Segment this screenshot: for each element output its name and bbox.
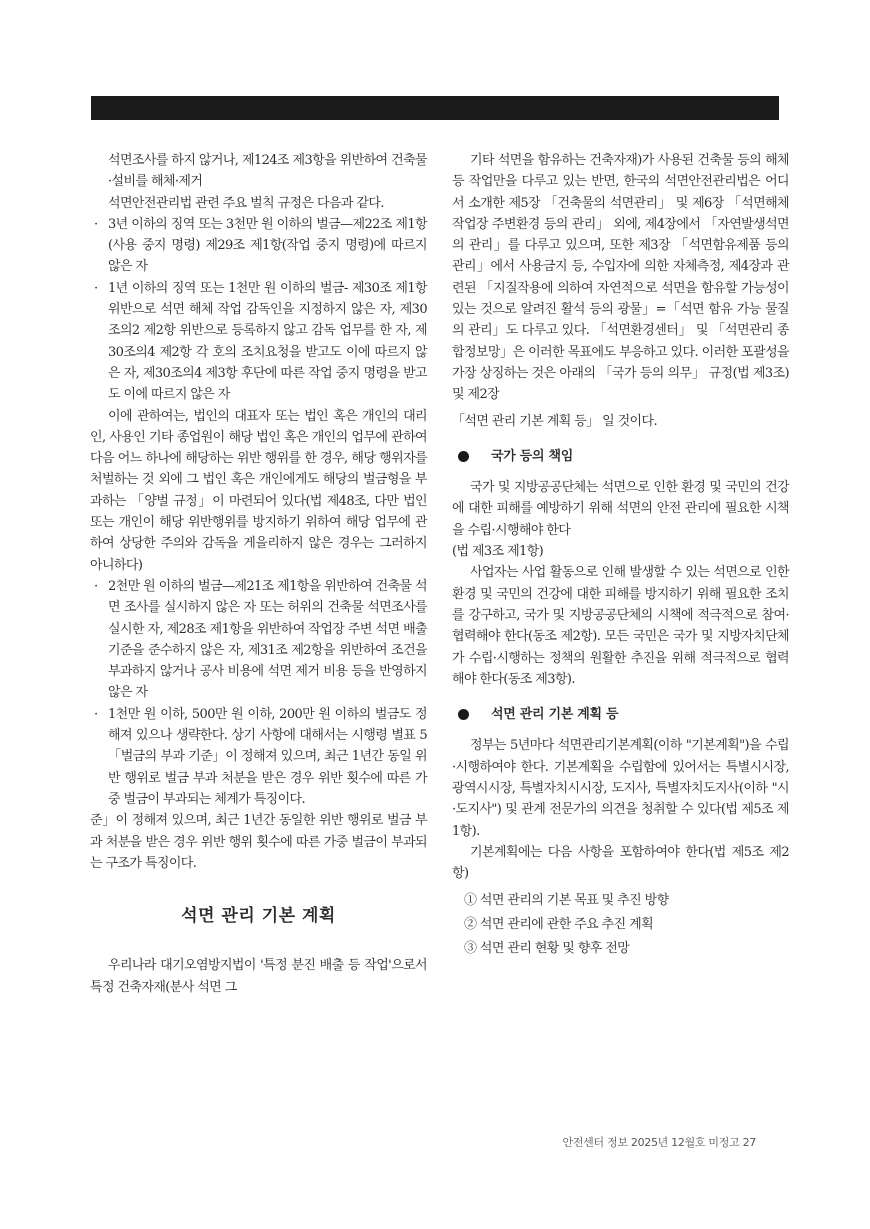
bullet-item: · 3년 이하의 징역 또는 3천만 원 이하의 벌금—제22조 제1항(사용 중지 명령) 제29조 제1항(작업 중지 명령)에 따르지 않은 자 [90, 214, 427, 278]
paragraph: 기타 석면을 함유하는 건축자재)가 사용된 건축물 등의 해체 등 작업만을 다루고 있는 반면, 한국의 석면안전관리법은 어디서 소개한 제5장 「건축물의 석면관리」 및 제6장 「석면해체작업장 주변환경 등의 관리」 외에, 제4장에서 「자연발생석면의 관리」를 다루고 있으며, 또한 제3장 「석면함유제품 등의 관리」에서 사용금지 등, 수입자에 의한 자체측정, 제4장과 관련된 「지질작용에 의하여 자연적으로 석면을 함유할 가능성이 있는 것으로 알려진 활석 등의 광물」=「석면 함유 가능 물질의 관리」도 다루고 있다. 「석면환경센터」 및 「석면관리 종합정보망」은 이러한 목표에도 부응하고 있다. 이러한 포괄성을 가장 상징하는 것은 아래의 「국가 등의 의무」 규정(법 제3조) 및 제2장 [452, 153, 789, 403]
left-column [90, 150, 427, 998]
section-heading: 석면 관리 기본 계획 등 [452, 704, 789, 725]
paragraph: 우리나라 대기오염방지법이 '특정 분진 배출 등 작업'으로서 특정 건축자재(분사 석면 그 [90, 958, 427, 995]
list-item: ② 석면 관리에 관한 주요 추진 계획 [464, 916, 654, 932]
page-footer: 안전센터 정보 2025년 12월호 미정고 27 [562, 1136, 756, 1149]
paragraph: 기본계획에는 다음 사항을 포함하여야 한다(법 제5조 제2항) [452, 844, 789, 882]
paragraph: 「석면 관리 기본 계획 등」 일 것이다. [452, 413, 657, 429]
bullet-mark: · [94, 280, 98, 296]
section-heading: 국가 등의 책임 [452, 446, 789, 467]
bullet-item: · 2천만 원 이하의 벌금—제21조 제1항을 위반하여 건축물 석면 조사를 실시하지 않은 자 또는 허위의 건축물 석면조사를 실시한 자, 제28조 제1항을 위반하여 작업장 주변 석면 배출 기준을 준수하지 않은 자, 제31조 제2항을 위반하여 조건을 부과하지 않거나 공사 비용에 석면 제거 비용 등을 반영하지 않은 자 [90, 576, 427, 704]
list-item: ① 석면 관리의 기본 목표 및 추진 방향 [464, 892, 669, 908]
header-bar [91, 96, 779, 120]
bullet-dot-icon [458, 709, 469, 720]
bullet-item: · 1년 이하의 징역 또는 1천만 원 이하의 벌금- 제30조 제1항 위반으로 석면 해체 작업 감독인을 지정하지 않은 자, 제30조의2 제2항 위반으로 등록하지 않고 감독 업무를 한 자, 제30조의4 제2항 각 호의 조치요청을 받고도 이에 따르지 않은 자, 제30조의4 제3항 후단에 따른 작업 중지 명령을 받고도 이에 따르지 않은 자 [90, 278, 427, 406]
paragraph: 석면안전관리법 관련 주요 벌칙 규정은 다음과 같다. [108, 195, 384, 211]
paragraph: 이에 관하여는, 법인의 대표자 또는 법인 혹은 개인의 대리인, 사용인 기타 종업원이 해당 법인 혹은 개인의 업무에 관하여 다음 어느 하나에 해당하는 위반 행위를 한 경우, 해당 행위자를 처벌하는 것 외에 그 법인 혹은 개인에게도 해당의 벌금형을 부과하는 「양벌 규정」이 마련되어 있다(법 제48조, 다만 법인 또는 개인이 해당 위반행위를 방지하기 위하여 해당 업무에 관하여 상당한 주의와 감독을 게을리하지 않은 경우는 그러하지 아니하다) [90, 408, 427, 573]
paragraph: 국가 및 지방공공단체는 석면으로 인한 환경 및 국민의 건강에 대한 피해를 예방하기 위해 석면의 안전 관리에 필요한 시책을 수립·시행해야 한다 [452, 480, 789, 538]
bullet-mark: · [94, 578, 98, 594]
bullet-mark: · [94, 216, 98, 232]
paragraph: (법 제3조 제1항) [452, 544, 544, 560]
bullet-mark: · [94, 706, 98, 722]
list-item: ③ 석면 관리 현황 및 향후 전망 [464, 941, 630, 957]
section-title: 석면 관리 기본 계획 [181, 906, 336, 927]
bullet-dot-icon [458, 451, 469, 462]
bullet-item: · 1천만 원 이하, 500만 원 이하, 200만 원 이하의 벌금도 정해져 있으나 생략한다. 상기 사항에 대해서는 시행령 별표 5 「벌금의 부과 기준」이 정해져 있으며, 최근 1년간 동일 위반 행위로 벌금 부과 처분을 받은 경우 위반 횟수에 따른 가중 벌금이 부과되는 체계가 특징이다. [90, 704, 427, 810]
paragraph: 석면조사를 하지 않거나, 제124조 제3항을 위반하여 건축물·설비를 해체·제거 [108, 153, 427, 190]
paragraph: 사업자는 사업 활동으로 인해 발생할 수 있는 석면으로 인한 환경 및 국민의 건강에 대한 피해를 방지하기 위해 필요한 조치를 강구하고, 국가 및 지방공공단체의 시책에 적극적으로 참여·협력해야 한다(동조 제2항). 모든 국민은 국가 및 지방자치단체가 수립·시행하는 정책의 원활한 추진을 위해 적극적으로 협력해야 한다(동조 제3항). [452, 565, 789, 687]
right-column [452, 150, 789, 962]
paragraph: 정부는 5년마다 석면관리기본계획(이하 "기본계획")을 수립·시행하여야 한다. 기본계획을 수립함에 있어서는 특별시시장, 광역시시장, 특별자치시시장, 도지사, 특별자치도지사(이하 "시·도지사") 및 관계 전문가의 의견을 청취할 수 있다(법 제5조 제1항). [452, 738, 789, 839]
paragraph: 준」이 정해져 있으며, 최근 1년간 동일한 위반 행위로 벌금 부과 처분을 받은 경우 위반 행위 횟수에 따른 가중 벌금이 부과되는 구조가 특징이다. [90, 813, 427, 871]
